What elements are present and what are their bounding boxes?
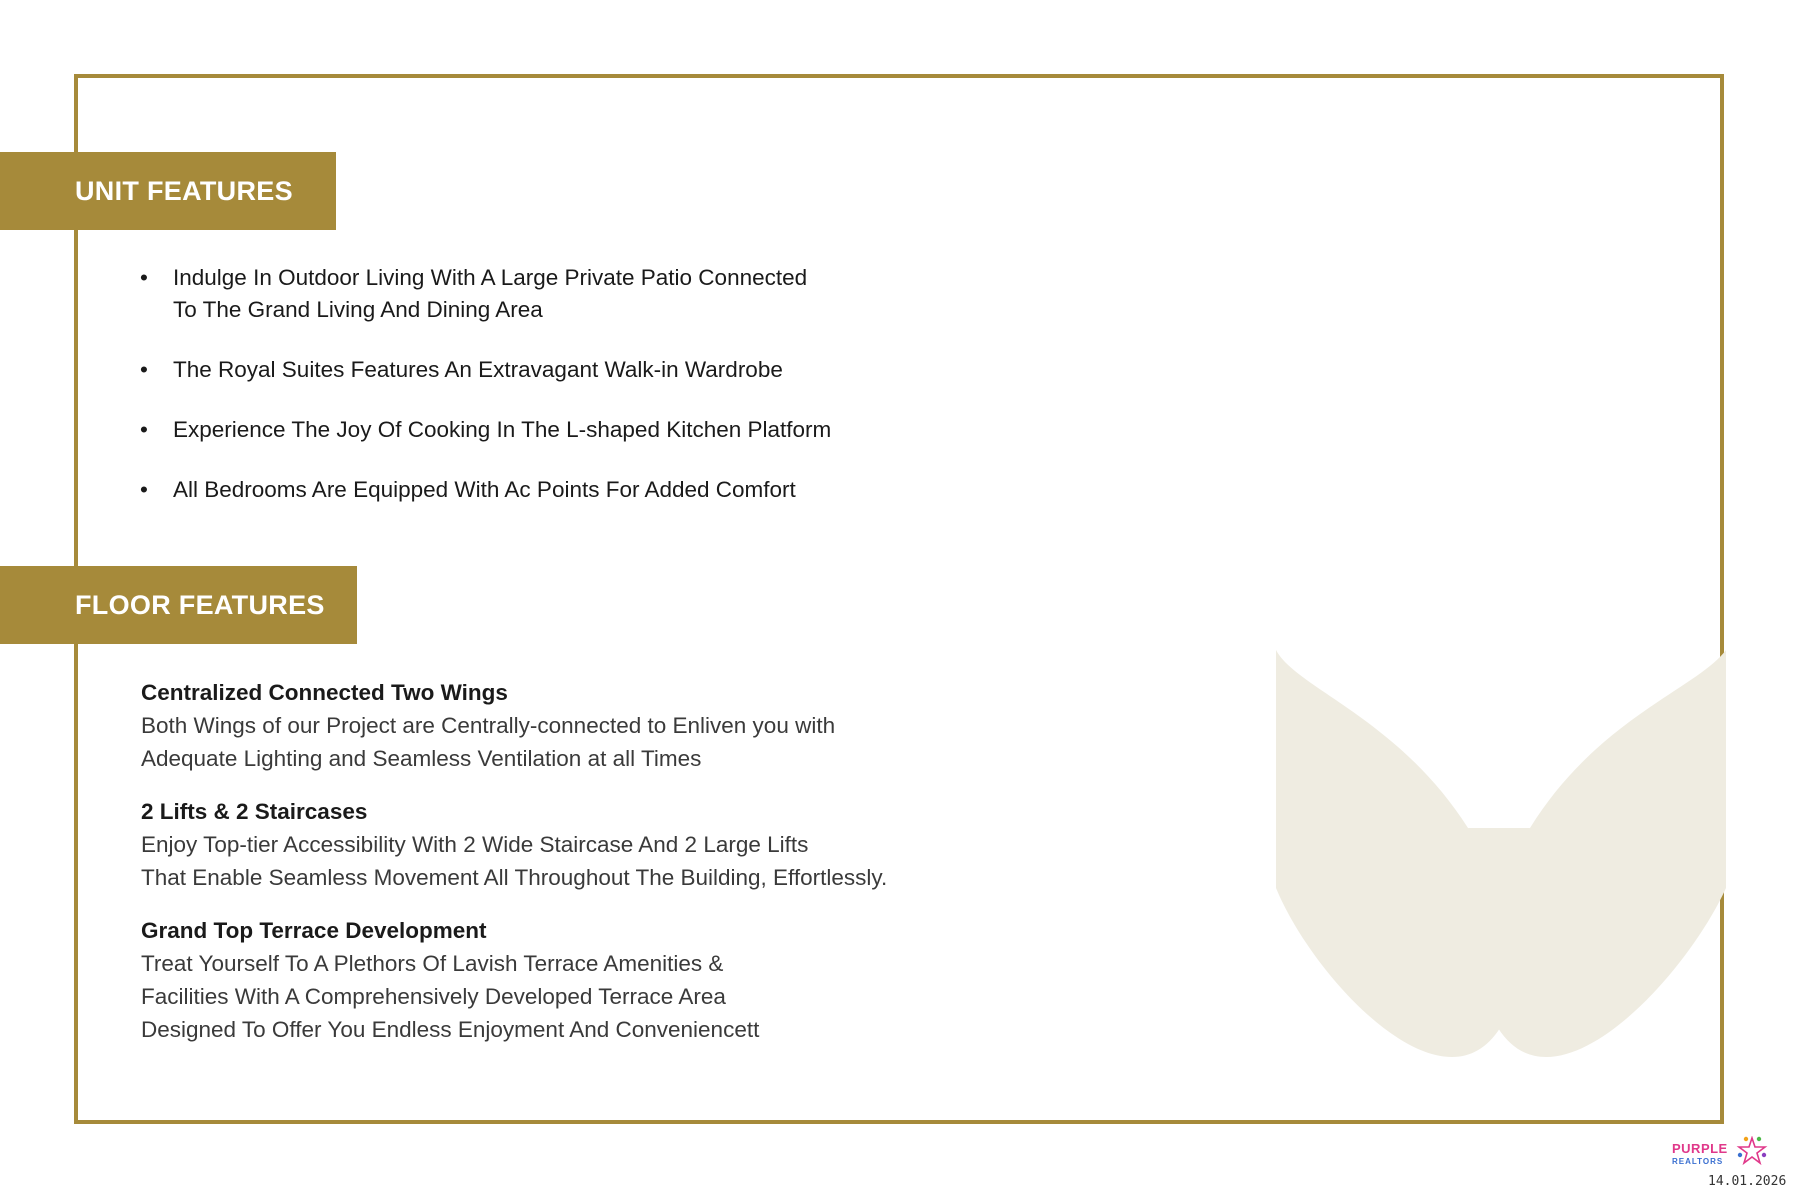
list-item <box>140 414 960 446</box>
list-item-line: All Bedrooms Are Equipped With Ac Points For Added Comfort <box>173 477 796 502</box>
svg-text:REALTORS: REALTORS <box>1672 1157 1724 1166</box>
bullet: • <box>140 357 148 382</box>
floor-feature-title: Centralized Connected Two Wings <box>141 680 508 705</box>
unit-features-list <box>140 262 960 534</box>
floor-features-title: FLOOR FEATURES <box>75 589 325 620</box>
floor-feature-title: Grand Top Terrace Development <box>141 918 487 943</box>
list-item <box>140 262 960 326</box>
floor-feature-text: Designed To Offer You Endless Enjoyment And Conveniencett <box>141 1017 760 1042</box>
floor-feature-text: That Enable Seamless Movement All Throughout The Building, Effortlessly. <box>141 865 888 890</box>
list-item-line: To The Grand Living And Dining Area <box>173 297 543 322</box>
list-item <box>140 474 960 506</box>
floor-feature <box>141 914 1041 1046</box>
bullet: • <box>140 477 148 502</box>
floor-feature-text: Adequate Lighting and Seamless Ventilation at all Times <box>141 746 702 771</box>
floor-features-list <box>141 676 1041 1066</box>
bullet: • <box>140 265 148 290</box>
floor-feature-title: 2 Lifts & 2 Staircases <box>141 799 368 824</box>
floor-feature <box>141 676 1041 775</box>
bullet: • <box>140 417 148 442</box>
floor-feature-text: Facilities With A Comprehensively Developed Terrace Area <box>141 984 726 1009</box>
floor-feature <box>141 795 1041 894</box>
list-item-line: Indulge In Outdoor Living With A Large Private Patio Connected <box>173 265 808 290</box>
floor-features-heading <box>0 566 357 644</box>
floor-feature-text: Treat Yourself To A Plethors Of Lavish Terrace Amenities & <box>141 951 724 976</box>
unit-features-heading <box>0 152 336 230</box>
svg-text:PURPLE: PURPLE <box>1672 1141 1728 1156</box>
list-item <box>140 354 960 386</box>
list-item-line: The Royal Suites Features An Extravagant Walk-in Wardrobe <box>173 357 783 382</box>
list-item-line: Experience The Joy Of Cooking In The L-shaped Kitchen Platform <box>173 417 832 442</box>
floor-feature-text: Enjoy Top-tier Accessibility With 2 Wide Staircase And 2 Large Lifts <box>141 832 809 857</box>
leaf-watermark-icon <box>1268 648 1728 1128</box>
floor-feature-text: Both Wings of our Project are Centrally-connected to Enliven you with <box>141 713 836 738</box>
unit-features-title: UNIT FEATURES <box>75 175 293 206</box>
print-date: 14.01.2026 <box>1708 1174 1787 1189</box>
purple-realtors-logo-icon <box>1672 1136 1770 1170</box>
